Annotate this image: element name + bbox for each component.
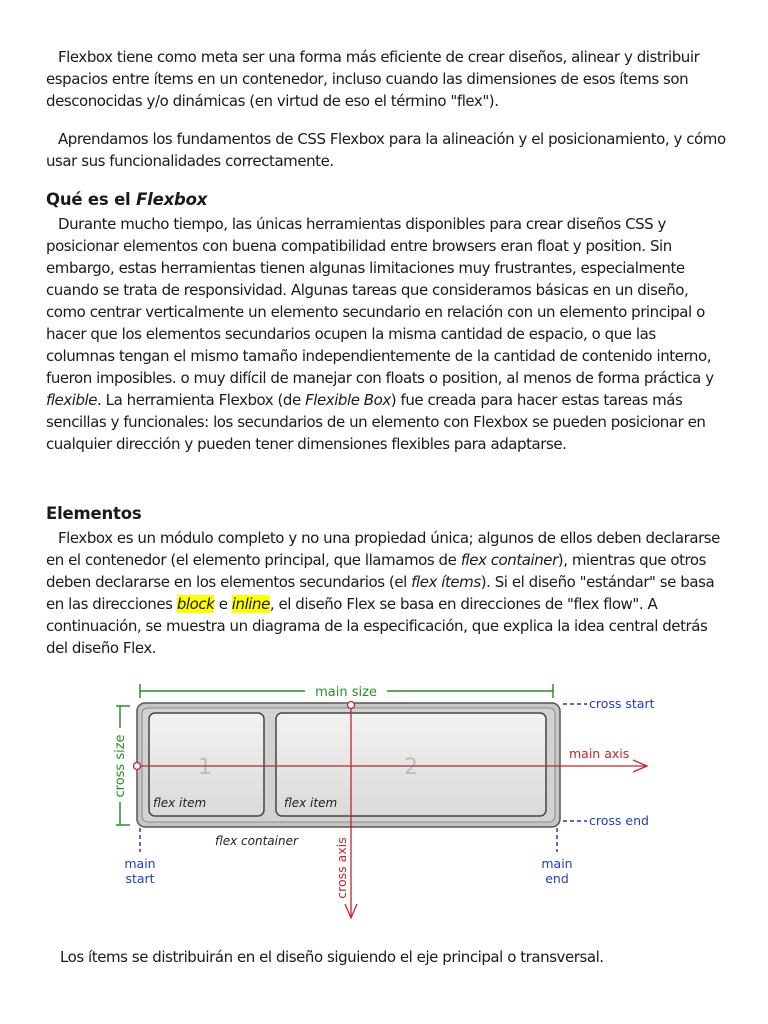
main-axis-label: main axis xyxy=(569,746,630,761)
flex-item-2-label: flex item xyxy=(284,796,338,810)
text-run: . La herramienta Flexbox (de xyxy=(97,391,306,409)
text-run: ). Si el diseño "estándar" se basa en las direcciones xyxy=(46,573,715,613)
cross-axis-label: cross axis xyxy=(334,837,349,899)
cross-end-label: cross end xyxy=(589,813,649,828)
text-emphasis: flex container xyxy=(460,551,558,569)
text-run: Durante mucho tiempo, las únicas herramientas disponibles para crear diseños CSS y posicionar elementos con buena compatibilidad entre browsers eran float y position. Sin embargo, estas herramientas tienen algunas limitaciones muy frustrantes, especialmente cuando se trata de responsividad. Algunas tareas que consideramos básicas en un diseño, como centrar verticalmente un elemento secundario en relación con un elemento principal o hacer que los elementos secundarios ocupen la misma cantidad de espacio, o que las columnas tengan el mismo tamaño independientemente de la cantidad de contenido interno, fueron imposibles. o muy difícil de manejar con floats o position, al menos de forma práctica y xyxy=(46,215,714,387)
text-run: ) fue creada para hacer estas tareas más sencillas y funcionales: los secundarios de un elemento con Flexbox se pueden posicionar en cualquier dirección y pueden tener dimensiones flexibles para adaptarse. xyxy=(46,391,706,453)
fundamentals-paragraph: Aprendamos los fundamentos de CSS Flexbox para la alineación y el posicionamiento, y cómo usar sus funcionalidades correctamente. xyxy=(46,130,726,170)
text-run: Flexbox es un módulo completo y no una propiedad única; algunos de ellos deben declararse en el contenedor (el elemento principal, que llamamos de xyxy=(46,529,720,569)
cross-start-label: cross start xyxy=(589,696,655,711)
cross-size-label: cross size xyxy=(113,734,128,798)
main-size-label: main size xyxy=(315,685,377,700)
intro-paragraph: Flexbox tiene como meta ser una forma más eficiente de crear diseños, alinear y distribuir espacios entre ítems en un contenedor, incluso cuando las dimensiones de esos ítems son desconocidas y/o dinámicas (en virtud de eso el término "flex"). xyxy=(46,48,700,110)
section-heading-elements: Elementos xyxy=(46,504,142,523)
main-end-label-line2: end xyxy=(545,871,569,886)
highlighted-term-inline: inline xyxy=(231,595,270,613)
flex-item-1-label: flex item xyxy=(153,796,207,810)
heading-prefix: Qué es el xyxy=(46,190,137,209)
elements-paragraph xyxy=(46,527,726,659)
text-run: , el diseño Flex se basa en direcciones de "flex flow". A continuación, se muestra un diagrama de la especificación, que explica la idea central detrás del diseño Flex. xyxy=(46,595,708,657)
main-start-label-line2: start xyxy=(125,871,155,886)
text-emphasis: Flexible Box xyxy=(305,391,391,409)
flex-item-2-number: 2 xyxy=(404,755,418,780)
heading-emphasis: Flexbox xyxy=(136,190,208,209)
flex-container-label: flex container xyxy=(215,834,298,848)
flexbox-diagram xyxy=(105,670,665,920)
what-is-flexbox-paragraph xyxy=(46,213,726,455)
text-emphasis: flex ítems xyxy=(411,573,481,591)
highlighted-term-block: block xyxy=(176,595,215,613)
text-run: ), mientras que otros deben declararse en los elementos secundarios (el xyxy=(46,551,706,591)
main-end-label-line1: main xyxy=(541,856,573,871)
main-start-label-line1: main xyxy=(124,856,156,871)
flex-item-1-number: 1 xyxy=(198,755,212,780)
closing-paragraph: Los ítems se distribuirán en el diseño siguiendo el eje principal o transversal. xyxy=(60,948,604,966)
text-emphasis: flexible xyxy=(46,391,98,409)
section-heading-what-is-flexbox xyxy=(46,190,207,209)
main-axis-origin xyxy=(134,763,141,770)
cross-axis-origin xyxy=(348,702,355,709)
text-run: e xyxy=(214,595,232,613)
